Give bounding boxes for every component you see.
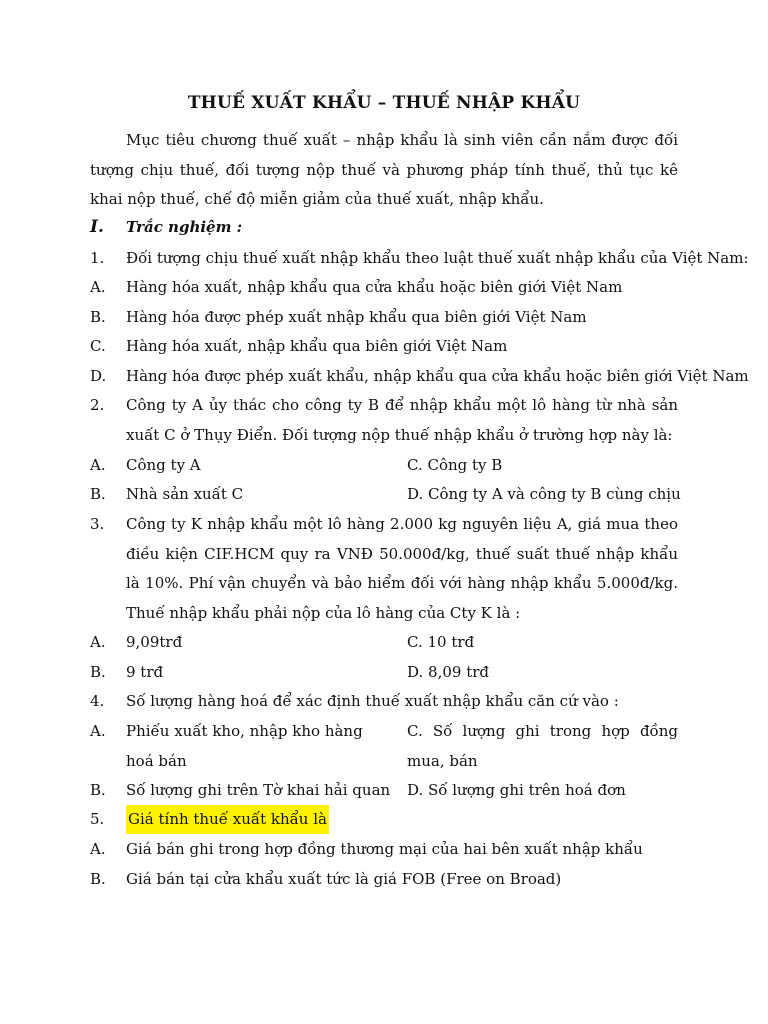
section-number: I. [90,217,104,237]
option-text: Giá bán tại cửa khẩu xuất tức là giá FOB (Free on Broad) [126,870,562,888]
option-text: D. 8,09 trđ [407,663,489,681]
question-number: 2. [90,396,105,414]
question-text-highlighted: Giá tính thuế xuất khẩu là [126,805,329,834]
question-number: 4. [90,692,105,710]
option-label: A. [90,840,106,858]
option-text: Hàng hóa được phép xuất khẩu, nhập khẩu qua cửa khẩu hoặc biên giới Việt Nam [126,367,749,385]
option-label: B. [90,781,106,799]
option-text: C. 10 trđ [407,633,475,651]
question-text: Số lượng hàng hoá để xác định thuế xuất nhập khẩu căn cứ vào : [126,692,619,710]
option-label: A. [90,278,106,296]
question-number: 3. [90,515,105,533]
option-label: C. [90,337,106,355]
intro-paragraph: Mục tiêu chương thuế xuất – nhập khẩu là sinh viên cần nắm được đối tượng chịu thuế, đối tượng nộp thuế và phương pháp tính thuế, thủ tục kê khai nộp thuế, chế độ miễn giảm của thuế xuất, nhập khẩu. [90,131,678,208]
section-title: Trắc nghiệm : [126,218,243,236]
option-text: Công ty A [126,456,201,474]
question-text: Công ty K nhập khẩu một lô hàng 2.000 kg nguyên liệu A, giá mua theo điều kiện CIF.HCM quy ra VNĐ 50.000đ/kg, thuế suất thuế nhập khẩu là 10%. Phí vận chuyển và bảo hiểm đối với hàng nhập khẩu 5.000đ/kg. Thuế nhập khẩu phải nộp của lô hàng của Cty K là : [126,515,678,622]
option-text: Phiếu xuất kho, nhập kho hàng hoá bán [126,722,363,770]
option-label: A. [90,722,106,740]
document-title: THUẾ XUẤT KHẨU – THUẾ NHẬP KHẨU [187,93,581,113]
option-text: Hàng hóa xuất, nhập khẩu qua biên giới Việt Nam [126,337,508,355]
question-text: Công ty A ủy thác cho công ty B để nhập khẩu một lô hàng từ nhà sản xuất C ở Thụy Điển. Đối tượng nộp thuế nhập khẩu ở trường hợp này là: [126,396,678,444]
option-label: B. [90,870,106,888]
option-label: B. [90,663,106,681]
option-text: 9,09trđ [126,633,183,651]
option-text: Nhà sản xuất C [126,485,244,503]
option-label: B. [90,308,106,326]
option-label: D. [90,367,107,385]
option-text: Giá bán ghi trong hợp đồng thương mại của hai bên xuất nhập khẩu [126,840,643,858]
question-text: Đối tượng chịu thuế xuất nhập khẩu theo luật thuế xuất nhập khẩu của Việt Nam: [126,249,749,267]
option-label: A. [90,633,106,651]
option-text: D. Công ty A và công ty B cùng chịu [407,485,681,503]
option-text: Hàng hóa xuất, nhập khẩu qua cửa khẩu hoặc biên giới Việt Nam [126,278,623,296]
option-label: B. [90,485,106,503]
question-number: 5. [90,810,105,828]
option-text: 9 trđ [126,663,164,681]
option-text: Hàng hóa được phép xuất nhập khẩu qua biên giới Việt Nam [126,308,587,326]
option-text: Số lượng ghi trên Tờ khai hải quan [126,781,391,799]
question-number: 1. [90,249,105,267]
option-label: A. [90,456,106,474]
option-text: C. Số lượng ghi trong hợp đồng mua, bán [407,722,678,770]
option-text: C. Công ty B [407,456,503,474]
option-text: D. Số lượng ghi trên hoá đơn [407,781,626,799]
